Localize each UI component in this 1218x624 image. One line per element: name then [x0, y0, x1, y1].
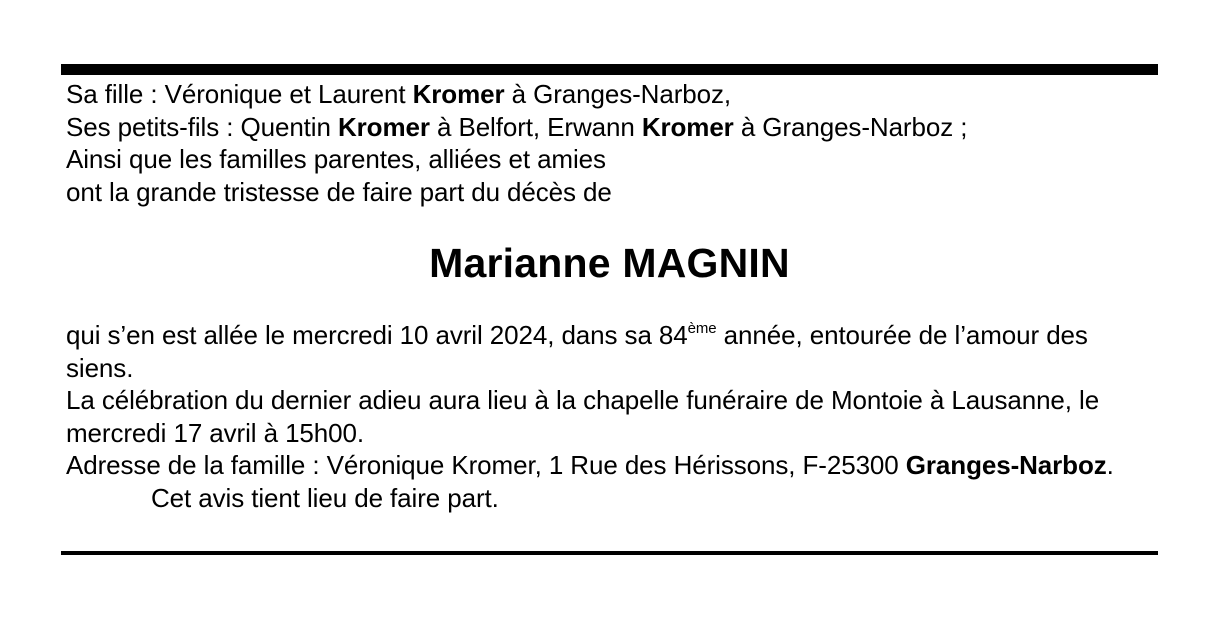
text-fragment: Adresse de la famille : Véronique Kromer, 1 Rue des Hérissons, F-25300	[66, 450, 906, 480]
notice-details	[66, 319, 1146, 514]
text-fragment: Ses petits-fils : Quentin	[66, 111, 338, 142]
text-fragment: qui s’en est allée le mercredi 10 avril 2024, dans sa 84	[66, 320, 688, 350]
text-fragment: à Granges-Narboz,	[504, 79, 731, 109]
text-fragment: année, entourée de l’amour des siens.	[66, 320, 1088, 383]
family-line-daughter	[66, 78, 1146, 111]
deceased-name: Marianne MAGNIN	[429, 240, 790, 286]
family-line-relatives: Ainsi que les familles parentes, alliées et amies	[66, 144, 606, 174]
family-line-announcement: ont la grande tristesse de faire part du décès de	[66, 176, 612, 207]
text-fragment: à Granges-Narboz ;	[733, 111, 968, 142]
ceremony-paragraph: La célébration du dernier adieu aura lieu à la chapelle funéraire de Montoie à Lausanne, le mercredi 17 avril à 15h00.	[66, 385, 1100, 448]
ordinal-superscript: ème	[687, 320, 717, 337]
surname: Kromer	[641, 111, 734, 142]
address-paragraph	[66, 449, 1146, 482]
top-rule	[61, 64, 1158, 75]
text-fragment: à Belfort, Erwann	[429, 111, 642, 142]
closing-line: Cet avis tient lieu de faire part.	[151, 482, 499, 513]
text-fragment: .	[1106, 450, 1114, 480]
surname: Kromer	[337, 111, 430, 142]
bottom-rule	[61, 551, 1158, 555]
family-announcement	[66, 78, 1146, 208]
family-line-grandsons	[66, 111, 1146, 144]
town-name: Granges-Narboz	[905, 450, 1107, 480]
death-paragraph	[66, 319, 1146, 384]
surname: Kromer	[412, 79, 505, 109]
text-fragment: Sa fille : Véronique et Laurent	[66, 79, 413, 109]
